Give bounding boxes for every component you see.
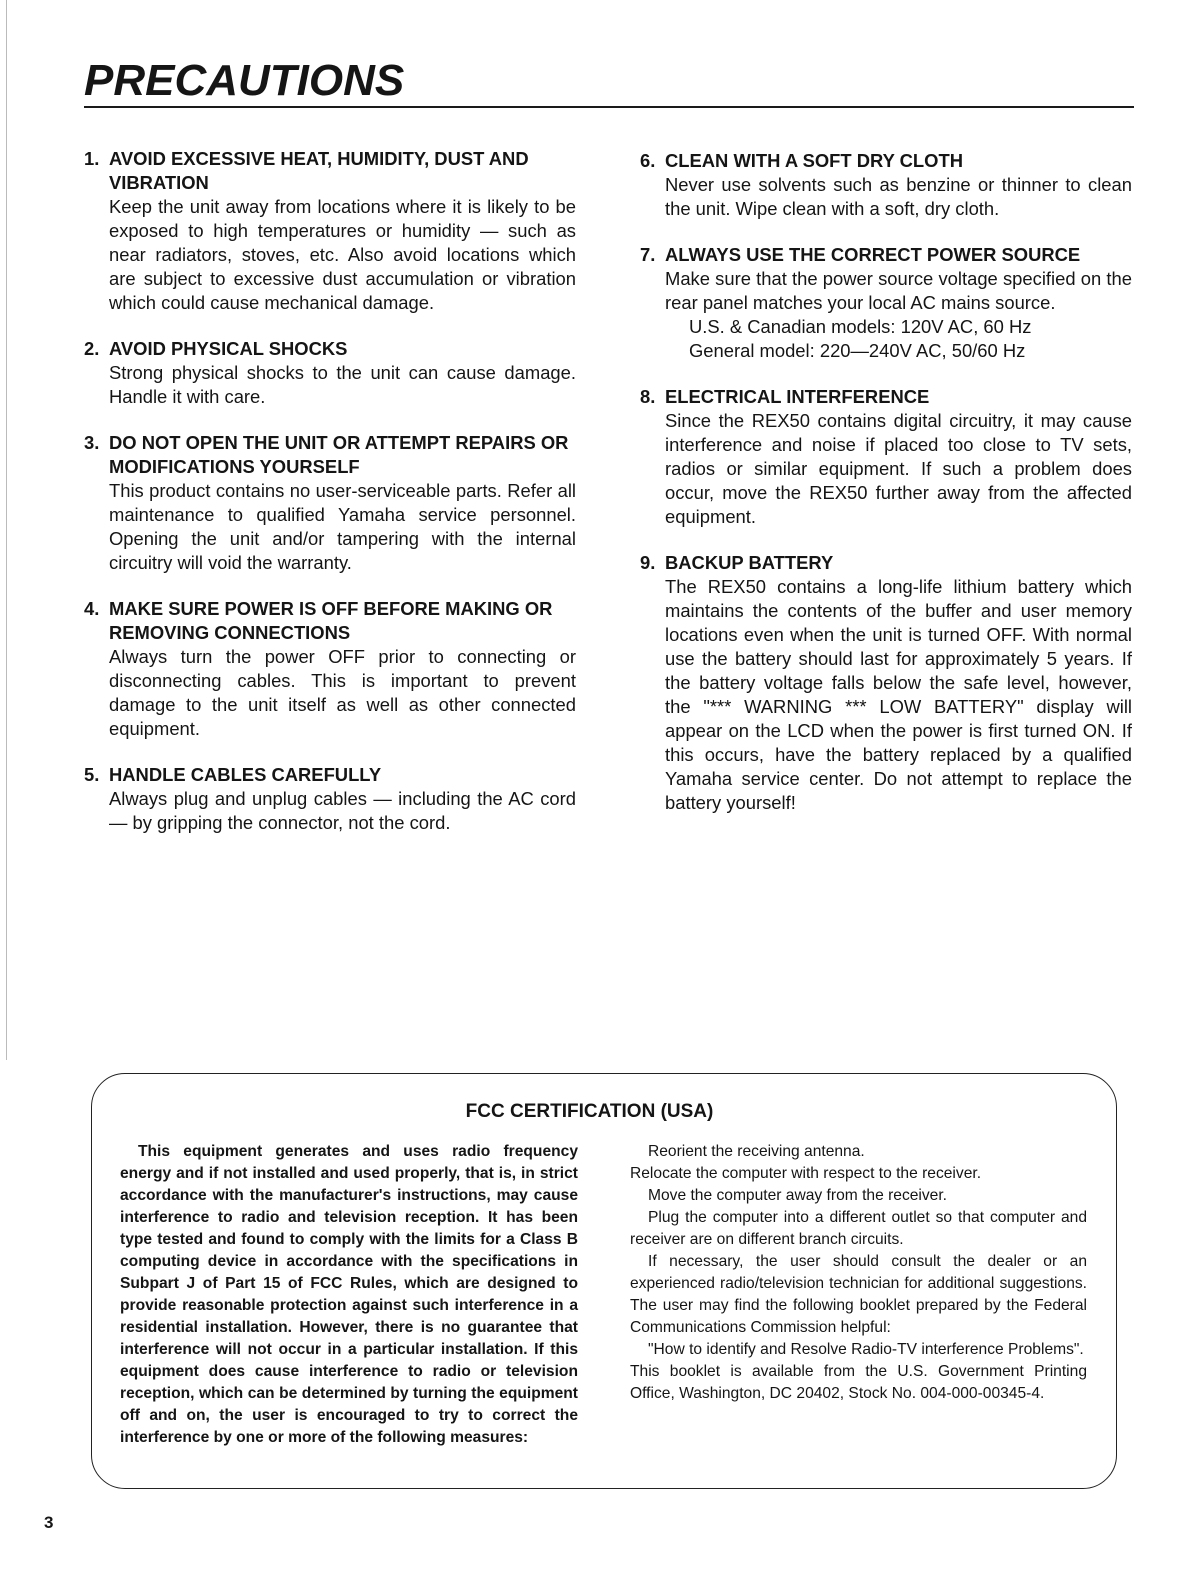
precaution-heading-text: ALWAYS USE THE CORRECT POWER SOURCE: [665, 244, 1081, 265]
precaution-heading-text: BACKUP BATTERY: [665, 552, 834, 573]
precaution-number: 7.: [640, 244, 656, 265]
precaution-item-1: [84, 147, 576, 315]
precaution-body-text: Always turn the power OFF prior to connecting or disconnecting cables. This is important to prevent damage to the unit itself as well as other connected equipment.: [109, 646, 576, 739]
precaution-item-9: [640, 551, 1132, 815]
fcc-left-column: [120, 1141, 578, 1449]
precaution-body: [84, 361, 576, 409]
precaution-body: [640, 575, 1132, 815]
precaution-body: [84, 195, 576, 315]
precaution-heading: [640, 551, 1132, 575]
fcc-consult: If necessary, the user should consult the dealer or an experienced radio/television technician for additional suggestions. The user may find the following booklet prepared by the Federal Communications Commission helpful:: [630, 1253, 1087, 1336]
precaution-heading-text: HANDLE CABLES CAREFULLY: [109, 764, 382, 785]
fcc-measure: Move the computer away from the receiver.: [648, 1187, 948, 1204]
precaution-heading: [84, 763, 576, 787]
precaution-body-text: Always plug and unplug cables — including the AC cord — by gripping the connector, not the cord.: [109, 788, 576, 833]
page-number: 3: [44, 1513, 54, 1532]
precautions-right-column: [640, 149, 1132, 837]
precaution-heading: [640, 149, 1132, 173]
precaution-heading: [84, 337, 576, 361]
precaution-number: 1.: [84, 148, 100, 169]
fcc-right-column: [630, 1141, 1087, 1405]
precaution-number: 8.: [640, 386, 656, 407]
precaution-heading: [84, 431, 576, 479]
fcc-title: FCC CERTIFICATION (USA): [465, 1101, 714, 1122]
precaution-item-7: [640, 243, 1132, 363]
precaution-body: [640, 173, 1132, 221]
precaution-body: [640, 267, 1132, 363]
power-spec-us-canada: U.S. & Canadian models: 120V AC, 60 Hz: [689, 316, 1032, 337]
precaution-body-text: Strong physical shocks to the unit can cause damage. Handle it with care.: [109, 362, 576, 407]
precaution-body-text: Make sure that the power source voltage specified on the rear panel matches your local AC mains source.: [665, 268, 1132, 313]
precaution-heading-text: AVOID EXCESSIVE HEAT, HUMIDITY, DUST AND VIBRATION: [109, 148, 529, 193]
precaution-body-text: Since the REX50 contains digital circuitry, it may cause interference and noise if placed too close to TV sets, radios or similar equipment. If such a problem does occur, move the REX50 further away from the affected equipment.: [665, 410, 1132, 527]
precaution-number: 5.: [84, 764, 100, 785]
fcc-availability: This booklet is available from the U.S. Government Printing Office, Washington, DC 20402, Stock No. 004-000-00345-4.: [630, 1363, 1087, 1402]
fcc-measure: Plug the computer into a different outlet so that computer and receiver are on different branch circuits.: [630, 1209, 1087, 1248]
precaution-item-2: [84, 337, 576, 409]
power-spec-general: General model: 220—240V AC, 50/60 Hz: [689, 340, 1026, 361]
title-underline: [84, 106, 1134, 108]
precaution-body-text: Keep the unit away from locations where it is likely to be exposed to high temperatures or humidity — such as near radiators, stoves, etc. Also avoid locations which are subject to excessive dust accumulation or vibration which could cause mechanical damage.: [109, 196, 576, 313]
precaution-number: 2.: [84, 338, 100, 359]
precaution-body-text: This product contains no user-serviceable parts. Refer all maintenance to qualified Yamaha service personnel. Opening the unit and/or tampering with the internal circuitry will void the warranty.: [109, 480, 576, 573]
precautions-left-column: [84, 147, 576, 857]
precaution-body-text: Never use solvents such as benzine or thinner to clean the unit. Wipe clean with a soft, dry cloth.: [665, 174, 1132, 219]
fcc-measure: Reorient the receiving antenna.: [648, 1143, 865, 1160]
precaution-number: 6.: [640, 150, 656, 171]
precaution-number: 9.: [640, 552, 656, 573]
precaution-item-3: [84, 431, 576, 575]
fcc-measure: Relocate the computer with respect to the receiver.: [630, 1165, 982, 1182]
precaution-heading: [84, 147, 576, 195]
page-binding-edge: [6, 0, 7, 1060]
precaution-number: 4.: [84, 598, 100, 619]
precaution-number: 3.: [84, 432, 100, 453]
precaution-heading: [84, 597, 576, 645]
precaution-heading-text: CLEAN WITH A SOFT DRY CLOTH: [665, 150, 963, 171]
precaution-item-4: [84, 597, 576, 741]
precaution-heading-text: MAKE SURE POWER IS OFF BEFORE MAKING OR REMOVING CONNECTIONS: [109, 598, 553, 643]
precaution-body: [640, 409, 1132, 529]
precaution-heading-text: DO NOT OPEN THE UNIT OR ATTEMPT REPAIRS OR MODIFICATIONS YOURSELF: [109, 432, 569, 477]
precaution-body: [84, 645, 576, 741]
precaution-body: [84, 479, 576, 575]
precaution-body-text: The REX50 contains a long-life lithium battery which maintains the contents of the buffer and user memory locations even when the unit is turned OFF. With normal use the battery should last for approximately 5 years. If the battery voltage falls below the safe level, however, the "*** WARNING *** LOW BATTERY" display will appear on the LCD when the power is first turned ON. If this occurs, have the battery replaced by a qualified Yamaha service center. Do not attempt to replace the battery yourself!: [665, 576, 1132, 813]
precaution-heading: [640, 243, 1132, 267]
precaution-heading-text: ELECTRICAL INTERFERENCE: [665, 386, 930, 407]
precaution-heading: [640, 385, 1132, 409]
fcc-booklet-title: "How to identify and Resolve Radio-TV interference Problems".: [648, 1341, 1084, 1358]
precaution-heading-text: AVOID PHYSICAL SHOCKS: [109, 338, 348, 359]
precaution-item-8: [640, 385, 1132, 529]
page-title: PRECAUTIONS: [84, 56, 405, 105]
fcc-statement: This equipment generates and uses radio frequency energy and if not installed and used properly, that is, in strict accordance with the manufacturer's instructions, may cause interference to radio and television reception. It has been type tested and found to comply with the limits for a Class B computing device in accordance with the specifications in Subpart J of Part 15 of FCC Rules, which are designed to provide reasonable protection against such interference in a residential installation. However, there is no guarantee that interference will not occur in a particular installation. If this equipment does cause interference to radio or television reception, which can be determined by turning the equipment off and on, the user is encouraged to try to correct the interference by one or more of the following measures:: [120, 1143, 578, 1446]
precaution-item-5: [84, 763, 576, 835]
precaution-body: [84, 787, 576, 835]
precaution-item-6: [640, 149, 1132, 221]
